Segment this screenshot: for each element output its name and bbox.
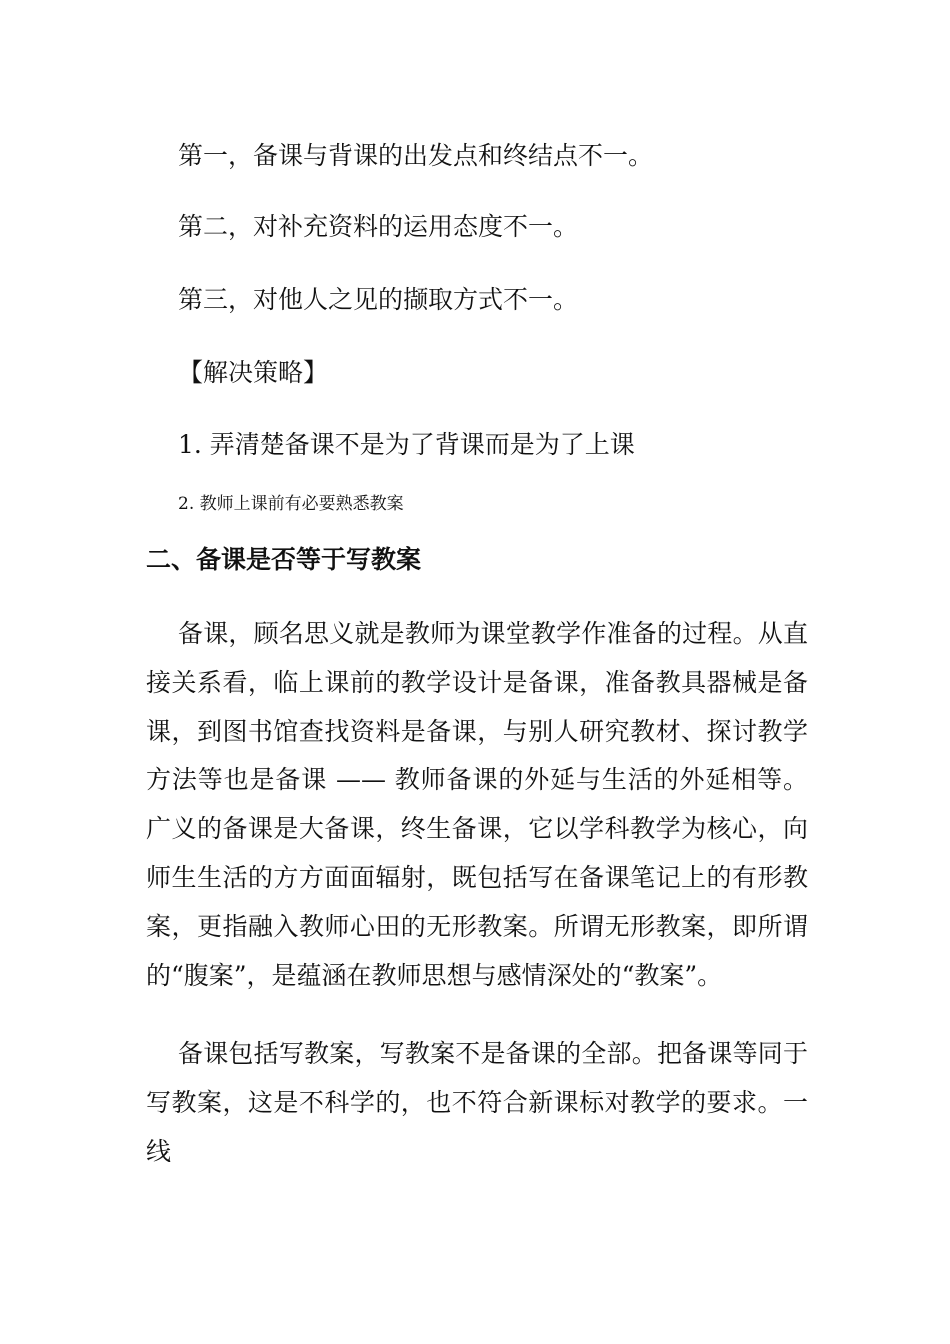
strategy-heading: 【解决策略】 <box>178 358 329 387</box>
strategy-item-1: 1. 弄清楚备课不是为了背课而是为了上课 <box>178 430 635 459</box>
strategy-item-2: 2. 教师上课前有必要熟悉教案 <box>178 494 404 514</box>
point-1: 第一，备课与背课的出发点和终结点不一。 <box>178 141 654 170</box>
paragraph-2: 备课包括写教案，写教案不是备课的全部。把备课等同于写教案，这是不科学的，也不符合新课标对教学的要求。一线 <box>146 1039 808 1166</box>
paragraph-1: 备课，顾名思义就是教师为课堂教学作准备的过程。从直接关系看，临上课前的教学设计是备课，准备教具器械是备课，到图书馆查找资料是备课，与别人研究教材、探讨教学方法等也是备课 —— 教师备课的外延与生活的外延相等。广义的备课是大备课，终生备课，它以学科教学为核心，向师生生活的方方面面辐射，既包括写在备课笔记上的有形教案，更指融入教师心田的无形教案。所谓无形教案，即所谓的“腹案”，是蕴涵在教师思想与感情深处的“教案”。 <box>146 619 808 990</box>
point-2: 第二，对补充资料的运用态度不一。 <box>178 212 579 241</box>
section-title: 二、备课是否等于写教案 <box>146 545 422 574</box>
point-3: 第三，对他人之见的撷取方式不一。 <box>178 285 579 314</box>
